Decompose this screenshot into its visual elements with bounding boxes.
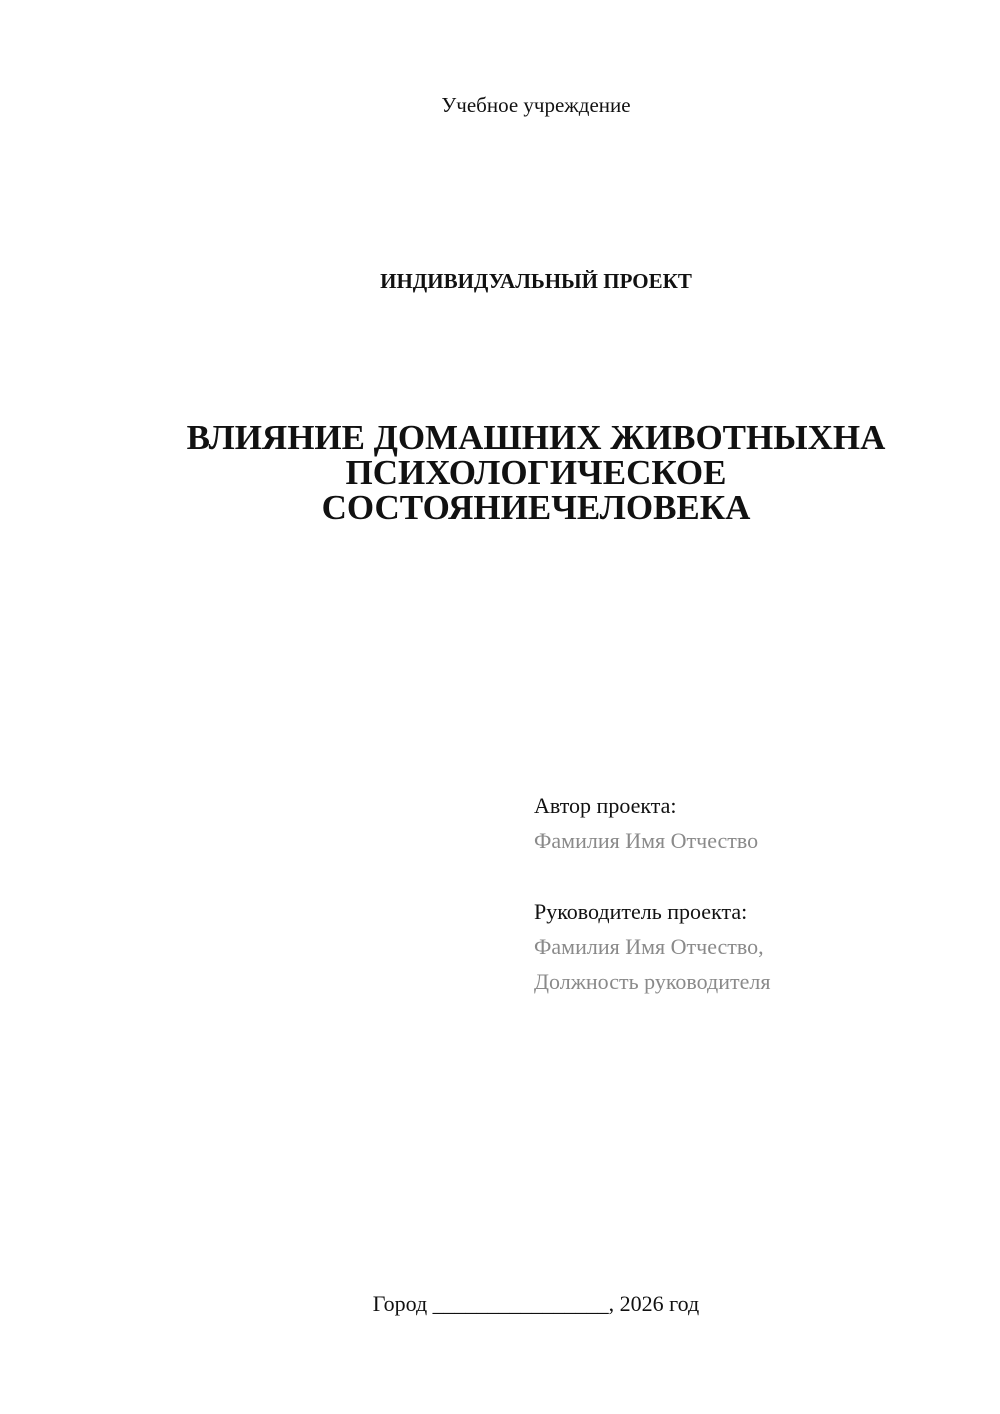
title-line: СОСТОЯНИЕЧЕЛОВЕКА (321, 488, 751, 527)
supervisor-position: Должность руководителя (534, 969, 771, 994)
institution-name: Учебное учреждение (441, 93, 631, 117)
title-line: ПСИХОЛОГИЧЕСКОЕ (345, 453, 727, 492)
project-type-heading: ИНДИВИДУАЛЬНЫЙ ПРОЕКТ (380, 269, 692, 293)
title-line: ВЛИЯНИЕ ДОМАШНИХ ЖИВОТНЫХНА (186, 418, 886, 457)
author-label: Автор проекта: (534, 793, 677, 818)
supervisor-label: Руководитель проекта: (534, 899, 748, 924)
author-name: Фамилия Имя Отчество (534, 828, 759, 853)
spacer (534, 858, 974, 894)
city-year-footer: Город ________________, 2026 год (372, 1291, 700, 1316)
project-title (100, 420, 972, 525)
project-info-block (534, 788, 974, 999)
supervisor-name: Фамилия Имя Отчество, (534, 934, 764, 959)
